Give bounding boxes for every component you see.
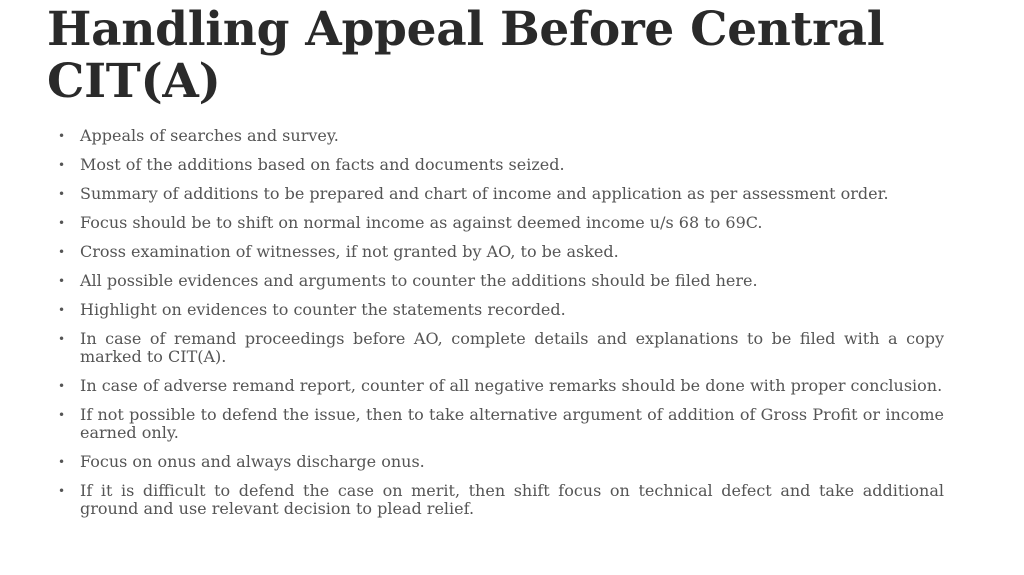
bullet-icon: • (58, 245, 66, 259)
bullet-icon: • (58, 129, 66, 143)
bullet-icon: • (58, 408, 66, 422)
list-item (56, 377, 944, 395)
bullet-icon: • (58, 216, 66, 230)
list-item (56, 156, 944, 174)
list-item (56, 185, 944, 203)
bullet-text: In case of adverse remand report, counter of all negative remarks should be done with proper conclusion. (80, 376, 943, 395)
slide-title: Handling Appeal Before Central CIT(A) (47, 2, 885, 109)
bullet-text: All possible evidences and arguments to counter the additions should be filed here. (80, 271, 758, 290)
list-item (56, 406, 944, 442)
bullet-text: If not possible to defend the issue, then to take alternative argument of addition of Gross Profit or income earned only. (80, 405, 944, 442)
list-item (56, 482, 944, 518)
list-item (56, 453, 944, 471)
bullet-list (56, 127, 944, 529)
bullet-icon: • (58, 484, 66, 498)
list-item (56, 272, 944, 290)
bullet-icon: • (58, 187, 66, 201)
bullet-text: Focus on onus and always discharge onus. (80, 452, 425, 471)
bullet-text: Focus should be to shift on normal income as against deemed income u/s 68 to 69C. (80, 213, 763, 232)
bullet-text: If it is difficult to defend the case on merit, then shift focus on technical defect and take additional ground and use relevant decision to plead relief. (80, 481, 944, 518)
bullet-icon: • (58, 158, 66, 172)
list-item (56, 301, 944, 319)
bullet-text: Appeals of searches and survey. (80, 126, 339, 145)
bullet-text: Summary of additions to be prepared and chart of income and application as per assessment order. (80, 184, 889, 203)
list-item (56, 243, 944, 261)
list-item (56, 214, 944, 232)
bullet-icon: • (58, 303, 66, 317)
bullet-icon: • (58, 379, 66, 393)
bullet-text: Cross examination of witnesses, if not granted by AO, to be asked. (80, 242, 619, 261)
bullet-icon: • (58, 332, 66, 346)
list-item (56, 127, 944, 145)
bullet-text: Most of the additions based on facts and documents seized. (80, 155, 565, 174)
bullet-text: Highlight on evidences to counter the statements recorded. (80, 300, 566, 319)
bullet-icon: • (58, 274, 66, 288)
bullet-icon: • (58, 455, 66, 469)
bullet-text: In case of remand proceedings before AO, complete details and explanations to be filed with a copy marked to CIT(A). (80, 329, 944, 366)
list-item (56, 330, 944, 366)
